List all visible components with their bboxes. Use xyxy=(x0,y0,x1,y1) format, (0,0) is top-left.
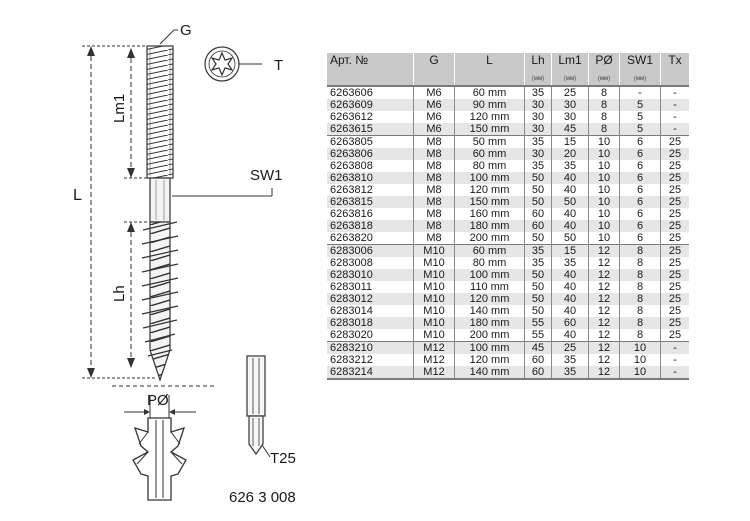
table-row xyxy=(327,111,689,123)
cell-g: M10 xyxy=(414,329,455,342)
cell-tx: 25 xyxy=(661,148,690,160)
cell-g: M8 xyxy=(414,208,455,220)
cell-sw1: 8 xyxy=(620,317,661,329)
cell-sw1: 6 xyxy=(620,232,661,245)
cell-art-no: 6263808 xyxy=(330,160,373,172)
cell-lh: 60 xyxy=(525,354,552,366)
cell-tx: 25 xyxy=(661,329,690,342)
cell-p-dia: 10 xyxy=(589,184,620,196)
cell-art-no: 6263615 xyxy=(327,123,414,136)
cell-lm1: 40 xyxy=(552,220,589,232)
cell-lh: 50 xyxy=(525,196,552,208)
table-row xyxy=(327,136,689,149)
cell-g: M10 xyxy=(414,269,455,281)
cell-art-no: 6283014 xyxy=(330,305,373,317)
table-row xyxy=(327,342,689,355)
table-row xyxy=(327,184,689,196)
cell-p-dia: 10 xyxy=(589,196,620,208)
cell-l: 60 mm xyxy=(455,148,525,160)
cell-lm1: 25 xyxy=(552,86,589,99)
cell-l: 160 mm xyxy=(455,208,525,220)
cell-sw1: 8 xyxy=(620,281,661,293)
cell-tx: 25 xyxy=(661,196,690,208)
column-header-unit: (мм) xyxy=(597,76,611,82)
cell-g: M8 xyxy=(414,172,455,184)
cell-p-dia: 12 xyxy=(589,329,620,342)
cell-p-dia: 12 xyxy=(589,293,620,305)
cell-art-no: 6283011 xyxy=(330,281,373,293)
cell-lh: 50 xyxy=(525,281,552,293)
column-header-p-dia xyxy=(589,53,620,86)
cell-lh: 35 xyxy=(525,160,552,172)
cell-sw1: 6 xyxy=(620,160,661,172)
cell-g: M8 xyxy=(414,148,455,160)
cell-p-dia: 10 xyxy=(589,136,620,149)
cell-p-dia: 10 xyxy=(589,208,620,220)
cell-l: 200 mm xyxy=(455,232,525,245)
column-header-label: PØ xyxy=(595,53,613,67)
cell-tx: - xyxy=(661,111,690,123)
cell-lm1: 50 xyxy=(552,232,589,245)
cell-lm1: 35 xyxy=(552,354,589,366)
cell-art-no: 6283020 xyxy=(330,329,373,341)
column-header-label: L xyxy=(486,53,493,67)
cell-g: M12 xyxy=(414,366,455,379)
cell-l: 150 mm xyxy=(455,196,525,208)
cell-art-no: 6263606 xyxy=(330,87,373,99)
cell-p-dia: 12 xyxy=(589,366,620,379)
cell-p-dia: 12 xyxy=(589,305,620,317)
table-row xyxy=(327,208,689,220)
cell-l: 80 mm xyxy=(455,257,525,269)
cell-art-no: 6263816 xyxy=(330,208,373,220)
cell-art-no: 6263612 xyxy=(330,111,373,123)
cell-tx: - xyxy=(661,99,690,111)
cell-art-no: 6263609 xyxy=(327,99,414,111)
cell-lh: 60 xyxy=(525,208,552,220)
cell-lm1: 35 xyxy=(552,160,589,172)
cell-tx: 25 xyxy=(661,184,690,196)
cell-l: 60 mm xyxy=(455,86,525,99)
column-header-label: Lh xyxy=(531,53,545,67)
cell-sw1: 10 xyxy=(620,366,661,379)
cell-p-dia: 12 xyxy=(589,269,620,281)
cell-tx: 25 xyxy=(661,245,690,258)
cell-lm1: 40 xyxy=(552,305,589,317)
cell-sw1: 8 xyxy=(620,257,661,269)
cell-tx: - xyxy=(661,354,690,366)
cell-p-dia: 8 xyxy=(589,99,620,111)
cell-tx: 25 xyxy=(661,220,690,232)
table-row xyxy=(327,220,689,232)
cell-lm1: 60 xyxy=(552,317,589,329)
cell-lm1: 40 xyxy=(552,269,589,281)
cell-lm1: 15 xyxy=(552,136,589,149)
cell-p-dia: 8 xyxy=(589,123,620,136)
cell-lm1: 40 xyxy=(552,281,589,293)
cell-art-no: 6283212 xyxy=(330,354,373,366)
cell-lm1: 40 xyxy=(552,184,589,196)
cell-p-dia: 12 xyxy=(589,281,620,293)
cell-tx: 25 xyxy=(661,172,690,184)
cell-sw1: 5 xyxy=(620,123,661,136)
cell-l: 120 mm xyxy=(455,184,525,196)
column-header-sw1 xyxy=(620,53,661,86)
cell-art-no: 6283210 xyxy=(327,342,414,355)
label-lm1: Lm1 xyxy=(111,93,128,123)
cell-g: M8 xyxy=(414,220,455,232)
table-row xyxy=(327,99,689,111)
cell-p-dia: 10 xyxy=(589,232,620,245)
cell-lm1: 40 xyxy=(552,329,589,342)
cell-art-no: 6263815 xyxy=(327,196,414,208)
label-g: G xyxy=(180,22,192,39)
cell-lm1: 45 xyxy=(552,123,589,136)
column-header-unit: (мм) xyxy=(563,76,577,82)
cell-sw1: - xyxy=(620,86,661,99)
cell-tx: 25 xyxy=(661,232,690,245)
column-header-lm1 xyxy=(552,53,589,86)
cell-l: 200 mm xyxy=(455,329,525,342)
cell-lh: 30 xyxy=(525,99,552,111)
cell-sw1: 10 xyxy=(620,354,661,366)
cell-g: M10 xyxy=(414,317,455,329)
cell-g: M10 xyxy=(414,281,455,293)
cell-p-dia: 12 xyxy=(589,257,620,269)
label-t: T xyxy=(274,57,284,74)
label-p-dia: PØ xyxy=(147,392,169,409)
cell-tx: 25 xyxy=(661,317,690,329)
cell-g: M8 xyxy=(414,184,455,196)
cell-lm1: 30 xyxy=(552,99,589,111)
cell-l: 140 mm xyxy=(455,305,525,317)
torx-bit-illustration xyxy=(247,356,265,454)
cell-g: M12 xyxy=(414,354,455,366)
torx-head-icon xyxy=(205,47,239,81)
column-header-unit: (мм) xyxy=(531,76,545,82)
table-row xyxy=(327,232,689,245)
cell-p-dia: 8 xyxy=(589,86,620,99)
table-header-row xyxy=(327,53,689,86)
cell-art-no: 6283018 xyxy=(327,317,414,329)
column-header-l xyxy=(455,53,525,86)
cell-l: 80 mm xyxy=(455,160,525,172)
cell-tx: - xyxy=(661,123,690,136)
cell-lh: 35 xyxy=(525,245,552,258)
cell-g: M6 xyxy=(414,111,455,123)
cell-lh: 30 xyxy=(525,148,552,160)
cell-lh: 50 xyxy=(525,184,552,196)
cell-tx: 25 xyxy=(661,281,690,293)
table-row xyxy=(327,305,689,317)
cell-tx: - xyxy=(661,86,690,99)
cell-art-no: 6283012 xyxy=(327,293,414,305)
specification-table xyxy=(327,53,689,380)
cell-sw1: 6 xyxy=(620,184,661,196)
column-header-g xyxy=(414,53,455,86)
cell-lh: 30 xyxy=(525,123,552,136)
cell-art-no: 6263806 xyxy=(327,148,414,160)
label-t25: T25 xyxy=(270,450,296,467)
cell-lh: 35 xyxy=(525,136,552,149)
cell-art-no: 6283010 xyxy=(327,269,414,281)
cell-sw1: 8 xyxy=(620,293,661,305)
cell-sw1: 6 xyxy=(620,172,661,184)
table-row xyxy=(327,160,689,172)
cell-l: 120 mm xyxy=(455,354,525,366)
cell-l: 100 mm xyxy=(455,269,525,281)
cell-art-no: 6283214 xyxy=(327,366,414,379)
cell-sw1: 6 xyxy=(620,136,661,149)
label-l: L xyxy=(73,187,82,204)
column-header-tx xyxy=(661,53,690,86)
table-row xyxy=(327,366,689,379)
cell-lh: 50 xyxy=(525,305,552,317)
table-row xyxy=(327,317,689,329)
cell-lm1: 40 xyxy=(552,172,589,184)
cell-l: 100 mm xyxy=(455,172,525,184)
label-lh: Lh xyxy=(111,285,128,302)
table-row xyxy=(327,293,689,305)
cell-art-no: 6263810 xyxy=(327,172,414,184)
cell-lh: 35 xyxy=(525,86,552,99)
cell-lm1: 35 xyxy=(552,366,589,379)
cell-l: 90 mm xyxy=(455,99,525,111)
cell-p-dia: 10 xyxy=(589,172,620,184)
cell-p-dia: 12 xyxy=(589,342,620,355)
cell-sw1: 5 xyxy=(620,99,661,111)
cell-p-dia: 10 xyxy=(589,148,620,160)
table-row xyxy=(327,148,689,160)
table-row xyxy=(327,123,689,136)
cell-g: M8 xyxy=(414,196,455,208)
column-header-unit: (мм) xyxy=(633,76,647,82)
cell-g: M8 xyxy=(414,160,455,172)
table-row xyxy=(327,257,689,269)
table-row xyxy=(327,354,689,366)
cell-g: M10 xyxy=(414,293,455,305)
cell-l: 180 mm xyxy=(455,220,525,232)
cell-g: M6 xyxy=(414,99,455,111)
column-header-art-no xyxy=(327,53,414,86)
cell-lh: 60 xyxy=(525,220,552,232)
cell-sw1: 8 xyxy=(620,305,661,317)
table-row xyxy=(327,196,689,208)
cell-lm1: 25 xyxy=(552,342,589,355)
cell-g: M6 xyxy=(414,123,455,136)
cell-lh: 50 xyxy=(525,232,552,245)
cell-tx: 25 xyxy=(661,136,690,149)
cell-sw1: 8 xyxy=(620,329,661,342)
cell-sw1: 6 xyxy=(620,208,661,220)
label-sw1: SW1 xyxy=(250,167,283,184)
cell-sw1: 10 xyxy=(620,342,661,355)
cell-lm1: 30 xyxy=(552,111,589,123)
cell-g: M12 xyxy=(414,342,455,355)
cell-tx: 25 xyxy=(661,293,690,305)
table-row xyxy=(327,269,689,281)
cell-l: 150 mm xyxy=(455,123,525,136)
column-header-label: SW1 xyxy=(626,53,653,67)
cell-tx: 25 xyxy=(661,257,690,269)
cell-tx: - xyxy=(661,366,690,379)
cell-sw1: 5 xyxy=(620,111,661,123)
cell-g: M10 xyxy=(414,305,455,317)
cell-lh: 60 xyxy=(525,366,552,379)
cell-lm1: 15 xyxy=(552,245,589,258)
wall-plug-illustration xyxy=(133,418,186,500)
cell-lh: 30 xyxy=(525,111,552,123)
table-row xyxy=(327,281,689,293)
cell-g: M10 xyxy=(414,257,455,269)
cell-p-dia: 8 xyxy=(589,111,620,123)
article-number: 626 3 008 xyxy=(229,489,296,506)
cell-lh: 55 xyxy=(525,329,552,342)
column-header-label: Lm1 xyxy=(558,53,582,67)
column-header-label: Арт. № xyxy=(330,53,369,67)
cell-l: 120 mm xyxy=(455,111,525,123)
cell-g: M8 xyxy=(414,232,455,245)
cell-g: M8 xyxy=(414,136,455,149)
cell-g: M10 xyxy=(414,245,455,258)
cell-sw1: 6 xyxy=(620,196,661,208)
cell-p-dia: 12 xyxy=(589,245,620,258)
cell-p-dia: 12 xyxy=(589,354,620,366)
table-row xyxy=(327,245,689,258)
cell-lm1: 35 xyxy=(552,257,589,269)
column-header-label: Tx xyxy=(668,53,682,67)
cell-lm1: 20 xyxy=(552,148,589,160)
cell-lh: 35 xyxy=(525,257,552,269)
cell-lm1: 40 xyxy=(552,293,589,305)
table-row xyxy=(327,329,689,342)
cell-art-no: 6263805 xyxy=(327,136,414,149)
cell-l: 60 mm xyxy=(455,245,525,258)
cell-art-no: 6263812 xyxy=(330,184,373,196)
cell-p-dia: 10 xyxy=(589,220,620,232)
cell-sw1: 6 xyxy=(620,220,661,232)
cell-art-no: 6263818 xyxy=(327,220,414,232)
cell-tx: - xyxy=(661,342,690,355)
cell-art-no: 6263820 xyxy=(330,232,373,244)
table-row xyxy=(327,172,689,184)
cell-lm1: 40 xyxy=(552,208,589,220)
screw-illustration xyxy=(142,46,178,380)
cell-p-dia: 10 xyxy=(589,160,620,172)
cell-lh: 50 xyxy=(525,293,552,305)
cell-tx: 25 xyxy=(661,269,690,281)
cell-sw1: 8 xyxy=(620,269,661,281)
cell-art-no: 6283006 xyxy=(327,245,414,258)
column-header-lh xyxy=(525,53,552,86)
cell-l: 110 mm xyxy=(455,281,525,293)
cell-lh: 45 xyxy=(525,342,552,355)
cell-tx: 25 xyxy=(661,305,690,317)
cell-p-dia: 12 xyxy=(589,317,620,329)
cell-tx: 25 xyxy=(661,208,690,220)
column-header-label: G xyxy=(429,53,439,67)
cell-l: 180 mm xyxy=(455,317,525,329)
cell-g: M6 xyxy=(414,86,455,99)
cell-sw1: 8 xyxy=(620,245,661,258)
table-row xyxy=(327,86,689,99)
cell-art-no: 6283008 xyxy=(330,257,373,269)
cell-sw1: 6 xyxy=(620,148,661,160)
cell-lm1: 50 xyxy=(552,196,589,208)
cell-l: 120 mm xyxy=(455,293,525,305)
cell-lh: 50 xyxy=(525,172,552,184)
cell-tx: 25 xyxy=(661,160,690,172)
cell-l: 100 mm xyxy=(455,342,525,355)
cell-l: 50 mm xyxy=(455,136,525,149)
cell-lh: 55 xyxy=(525,317,552,329)
cell-lh: 50 xyxy=(525,269,552,281)
cell-l: 140 mm xyxy=(455,366,525,379)
